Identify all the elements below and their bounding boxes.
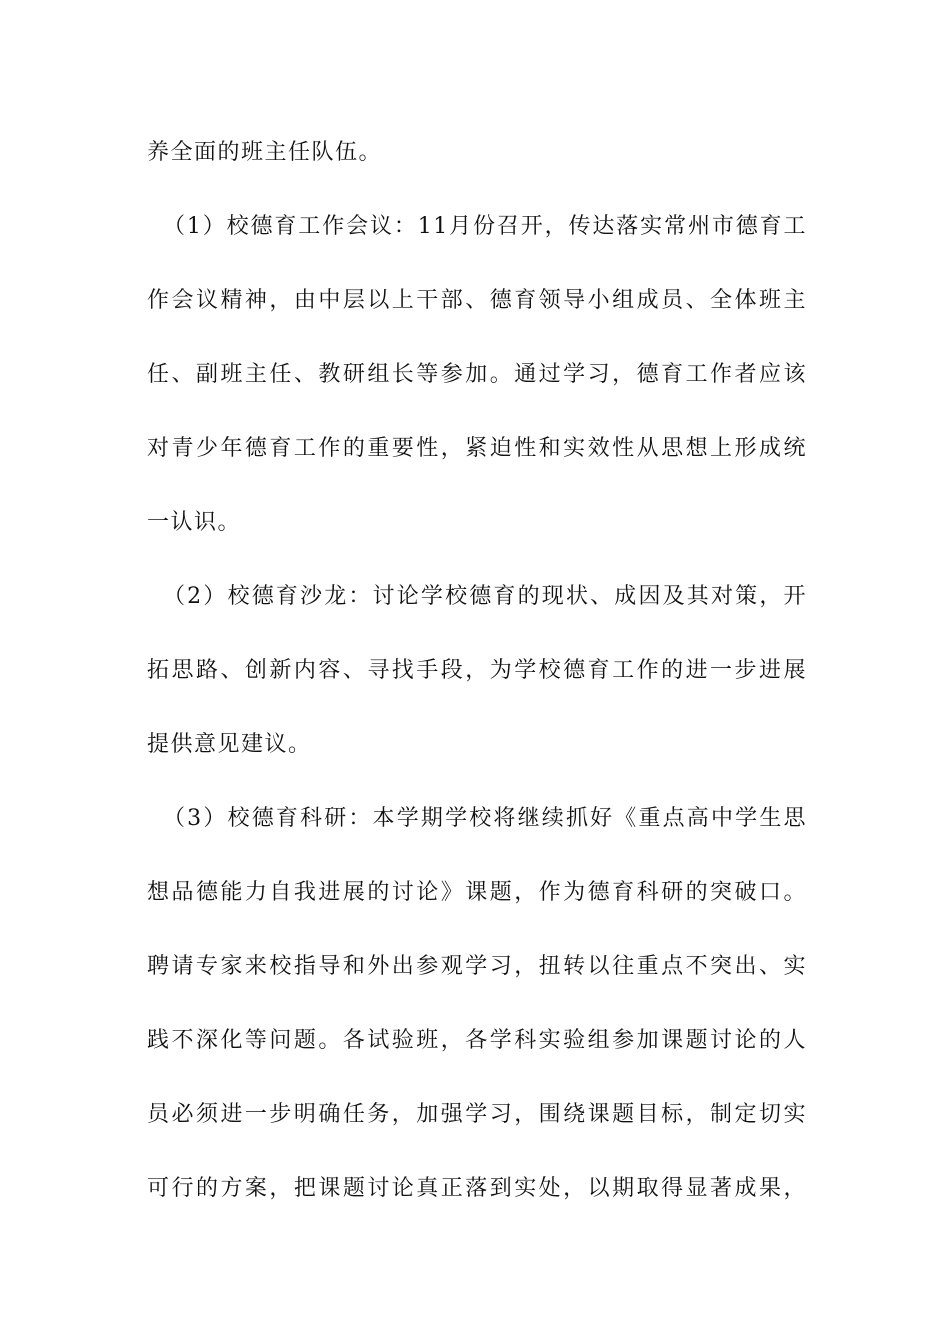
text-line: 对青少年德育工作的重要性，紧迫性和实效性从思想上形成统 bbox=[147, 436, 807, 461]
text-line: 想品德能力自我进展的讨论》课题，作为德育科研的突破口。 bbox=[147, 880, 807, 905]
text-line: 拓思路、创新内容、寻找手段，为学校德育工作的进一步进展 bbox=[147, 658, 807, 683]
text-line: 任、副班主任、教研组长等参加。通过学习，德育工作者应该 bbox=[147, 362, 807, 387]
text-line: （1）校德育工作会议：11月份召开，传达落实常州市德育工 bbox=[163, 214, 807, 239]
text-line: 提供意见建议。 bbox=[147, 732, 312, 757]
text-line: 可行的方案，把课题讨论真正落到实处，以期取得显著成果， bbox=[147, 1176, 807, 1201]
text-line: 践不深化等问题。各试验班，各学科实验组参加课题讨论的人 bbox=[147, 1028, 807, 1053]
text-line: 作会议精神，由中层以上干部、德育领导小组成员、全体班主 bbox=[147, 288, 807, 313]
text-line: （2）校德育沙龙：讨论学校德育的现状、成因及其对策，开 bbox=[163, 584, 807, 609]
text-line: 员必须进一步明确任务，加强学习，围绕课题目标，制定切实 bbox=[147, 1102, 807, 1127]
text-line: 一认识。 bbox=[147, 510, 242, 535]
text-line: 聘请专家来校指导和外出参观学习，扭转以往重点不突出、实 bbox=[147, 954, 807, 979]
text-line: （3）校德育科研：本学期学校将继续抓好《重点高中学生思 bbox=[163, 806, 807, 831]
text-line: 养全面的班主任队伍。 bbox=[147, 140, 383, 165]
body-text bbox=[147, 128, 807, 1238]
